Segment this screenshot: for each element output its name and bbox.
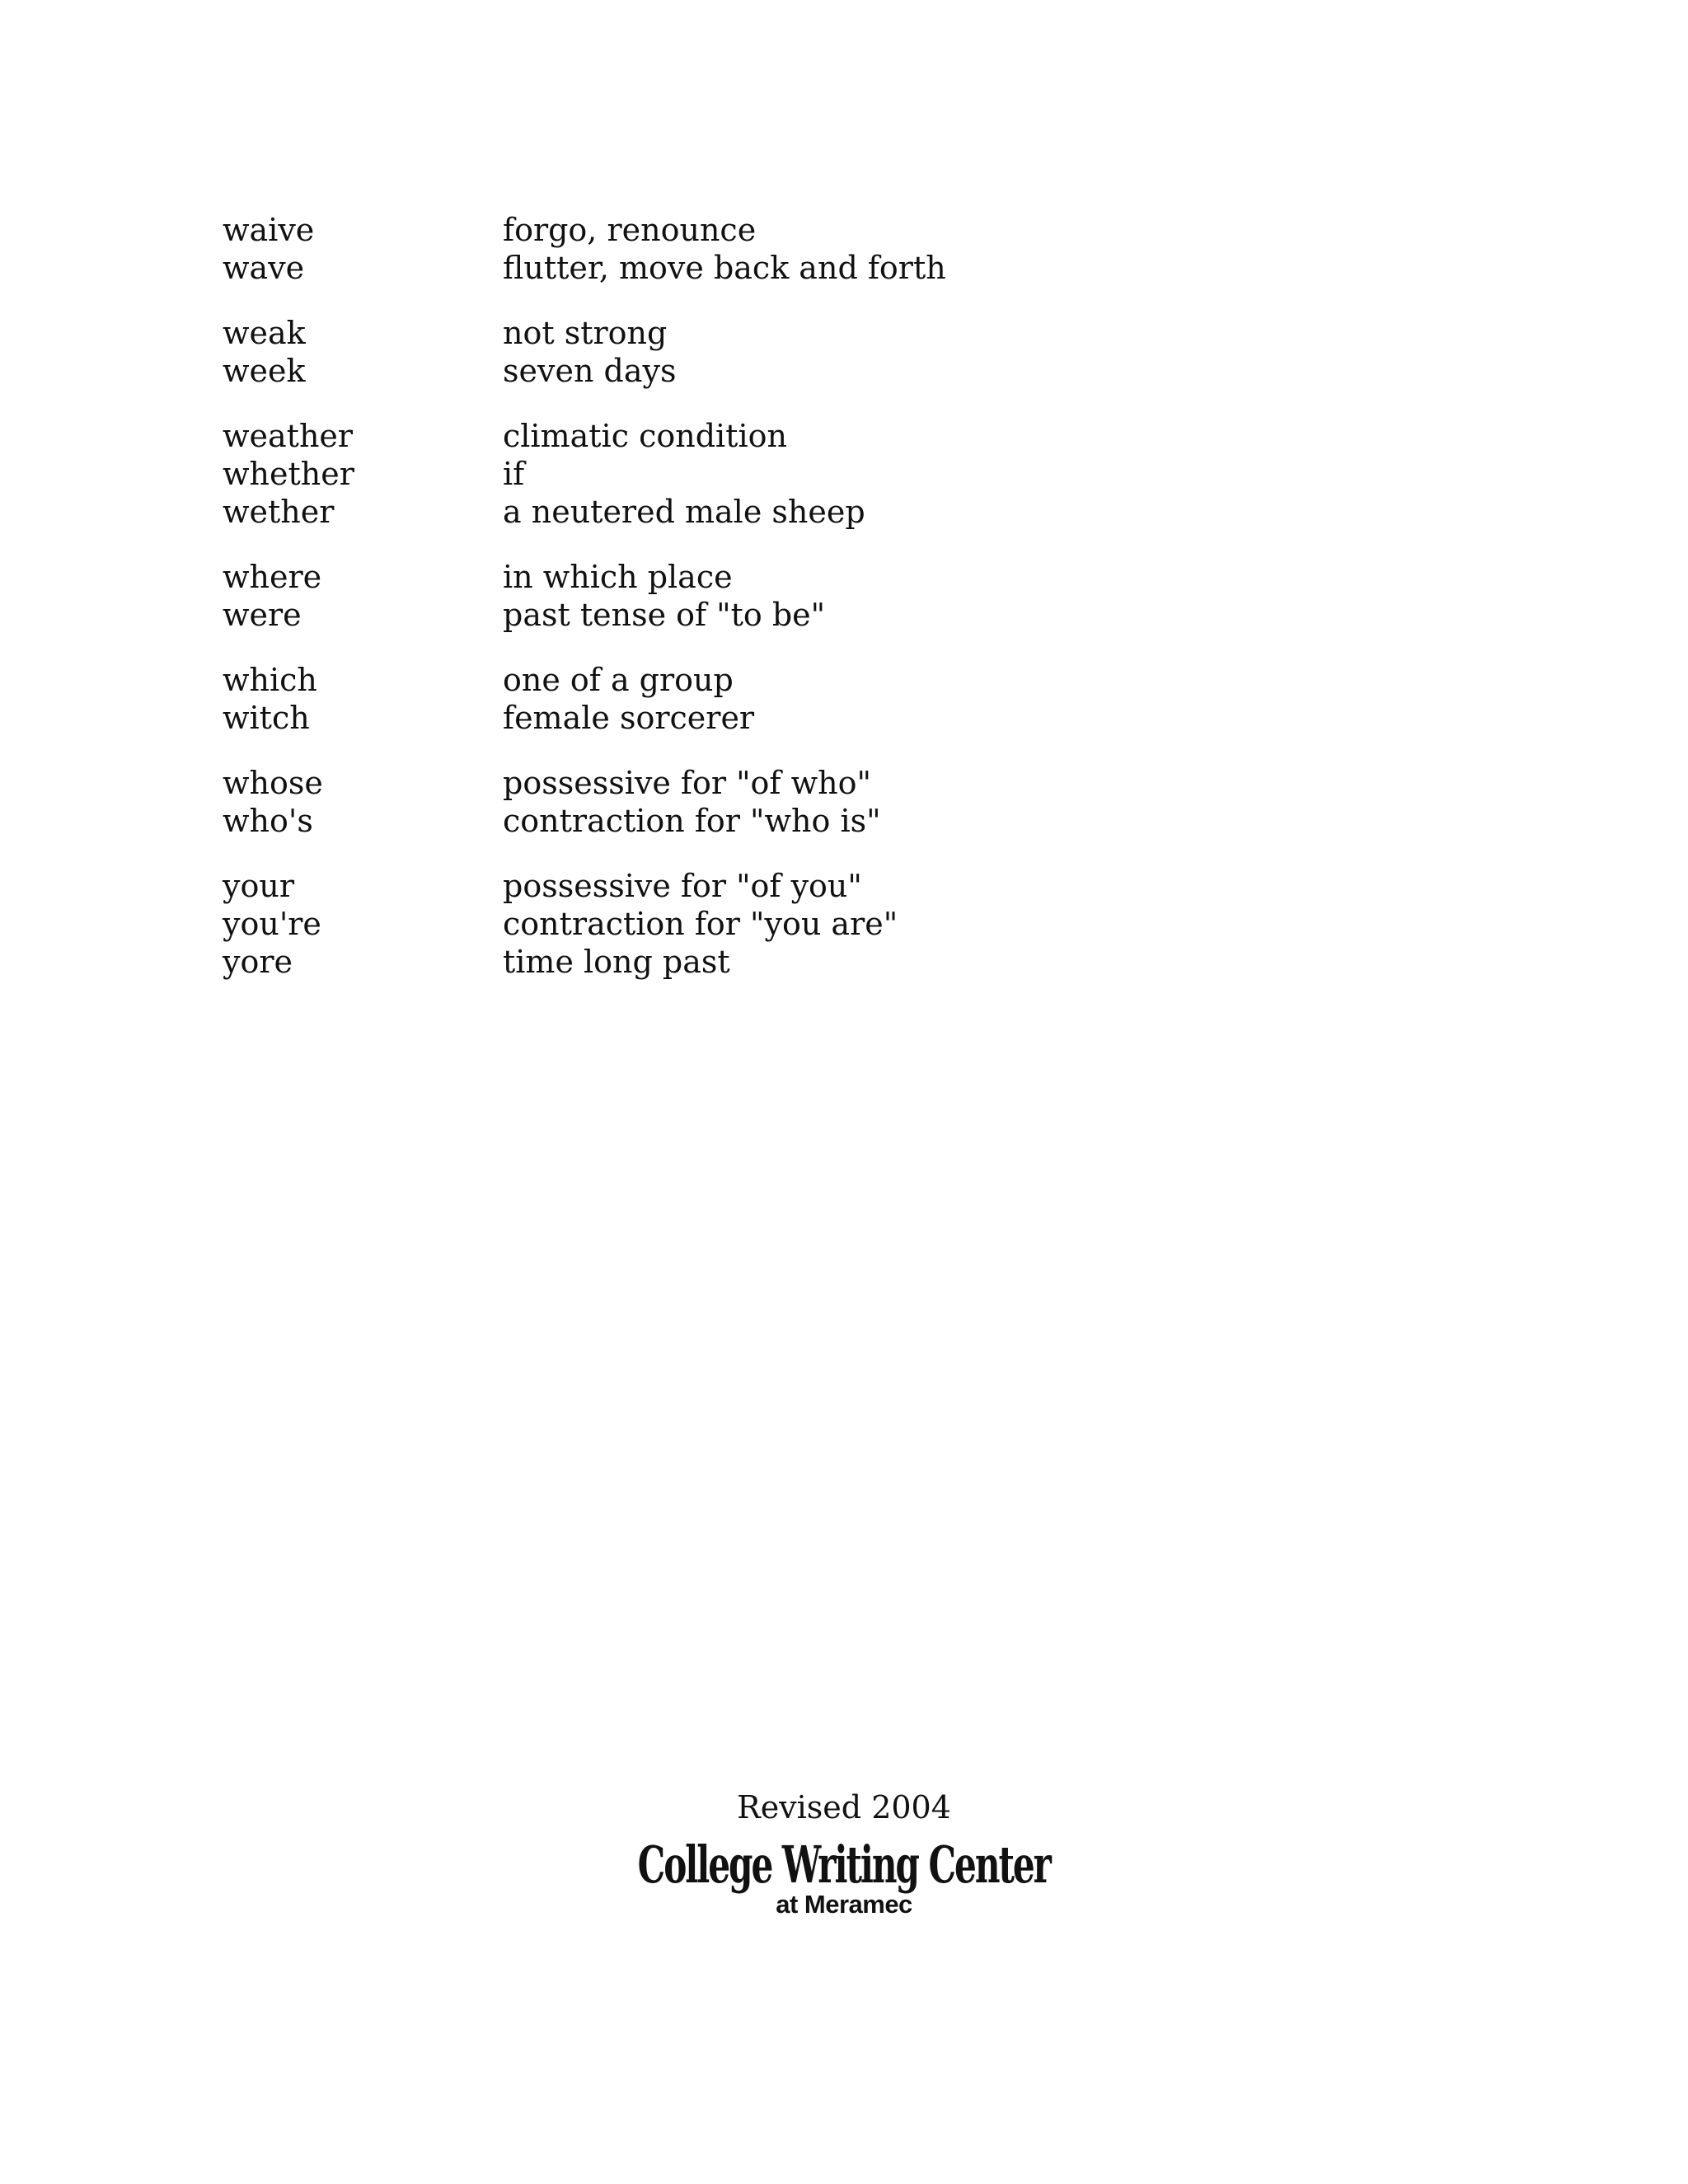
homophone-definition: contraction for "you are" bbox=[503, 906, 898, 942]
homophone-group bbox=[223, 661, 1376, 737]
list-item bbox=[223, 352, 1376, 390]
homophone-word: wether bbox=[223, 494, 335, 530]
logo-subtitle: at Meramec bbox=[776, 1890, 912, 1919]
list-item bbox=[223, 455, 1376, 493]
list-item bbox=[223, 493, 1376, 531]
list-item bbox=[223, 943, 1376, 981]
list-item bbox=[223, 249, 1376, 287]
revision-note: Revised 2004 bbox=[737, 1789, 951, 1825]
homophone-definition: climatic condition bbox=[503, 418, 787, 454]
homophone-definition: forgo, renounce bbox=[503, 212, 757, 248]
list-item bbox=[223, 417, 1376, 455]
homophone-word: whether bbox=[223, 456, 354, 492]
list-item bbox=[223, 314, 1376, 352]
list-item bbox=[223, 867, 1376, 905]
homophone-definition: time long past bbox=[503, 944, 730, 980]
homophone-definition: in which place bbox=[503, 559, 733, 595]
homophone-definition: female sorcerer bbox=[503, 700, 755, 736]
homophone-word: you're bbox=[223, 906, 321, 942]
homophone-word: week bbox=[223, 353, 306, 389]
list-item bbox=[223, 661, 1376, 699]
homophone-group bbox=[223, 764, 1376, 840]
list-item bbox=[223, 802, 1376, 840]
homophone-definition: past tense of "to be" bbox=[503, 597, 826, 633]
list-item bbox=[223, 764, 1376, 802]
homophone-definition: seven days bbox=[503, 353, 677, 389]
list-item bbox=[223, 699, 1376, 737]
homophone-group bbox=[223, 417, 1376, 531]
homophone-word: weak bbox=[223, 315, 306, 351]
homophone-word: your bbox=[223, 868, 294, 904]
homophone-word: yore bbox=[223, 944, 293, 980]
logo-title: College Writing Center bbox=[637, 1835, 1051, 1895]
homophone-word: which bbox=[223, 662, 317, 698]
homophone-list bbox=[223, 211, 1376, 1008]
homophone-word: who's bbox=[223, 803, 313, 839]
homophone-definition: not strong bbox=[503, 315, 668, 351]
page-footer bbox=[0, 1788, 1688, 1919]
homophone-group bbox=[223, 211, 1376, 287]
list-item bbox=[223, 596, 1376, 634]
college-writing-center-logo bbox=[541, 1835, 1147, 1919]
homophone-definition: a neutered male sheep bbox=[503, 494, 865, 530]
homophone-word: witch bbox=[223, 700, 310, 736]
homophone-group bbox=[223, 558, 1376, 634]
homophone-definition: contraction for "who is" bbox=[503, 803, 881, 839]
homophone-word: wave bbox=[223, 250, 305, 286]
list-item bbox=[223, 905, 1376, 943]
homophone-definition: possessive for "of who" bbox=[503, 765, 871, 801]
homophone-definition: if bbox=[503, 456, 525, 492]
list-item bbox=[223, 558, 1376, 596]
homophone-group bbox=[223, 314, 1376, 390]
homophone-definition: one of a group bbox=[503, 662, 734, 698]
homophone-word: were bbox=[223, 597, 302, 633]
homophone-group bbox=[223, 867, 1376, 981]
homophone-definition: possessive for "of you" bbox=[503, 868, 862, 904]
list-item bbox=[223, 211, 1376, 249]
homophone-word: where bbox=[223, 559, 322, 595]
homophone-word: waive bbox=[223, 212, 315, 248]
homophone-definition: flutter, move back and forth bbox=[503, 250, 946, 286]
homophone-word: weather bbox=[223, 418, 354, 454]
homophone-word: whose bbox=[223, 765, 323, 801]
